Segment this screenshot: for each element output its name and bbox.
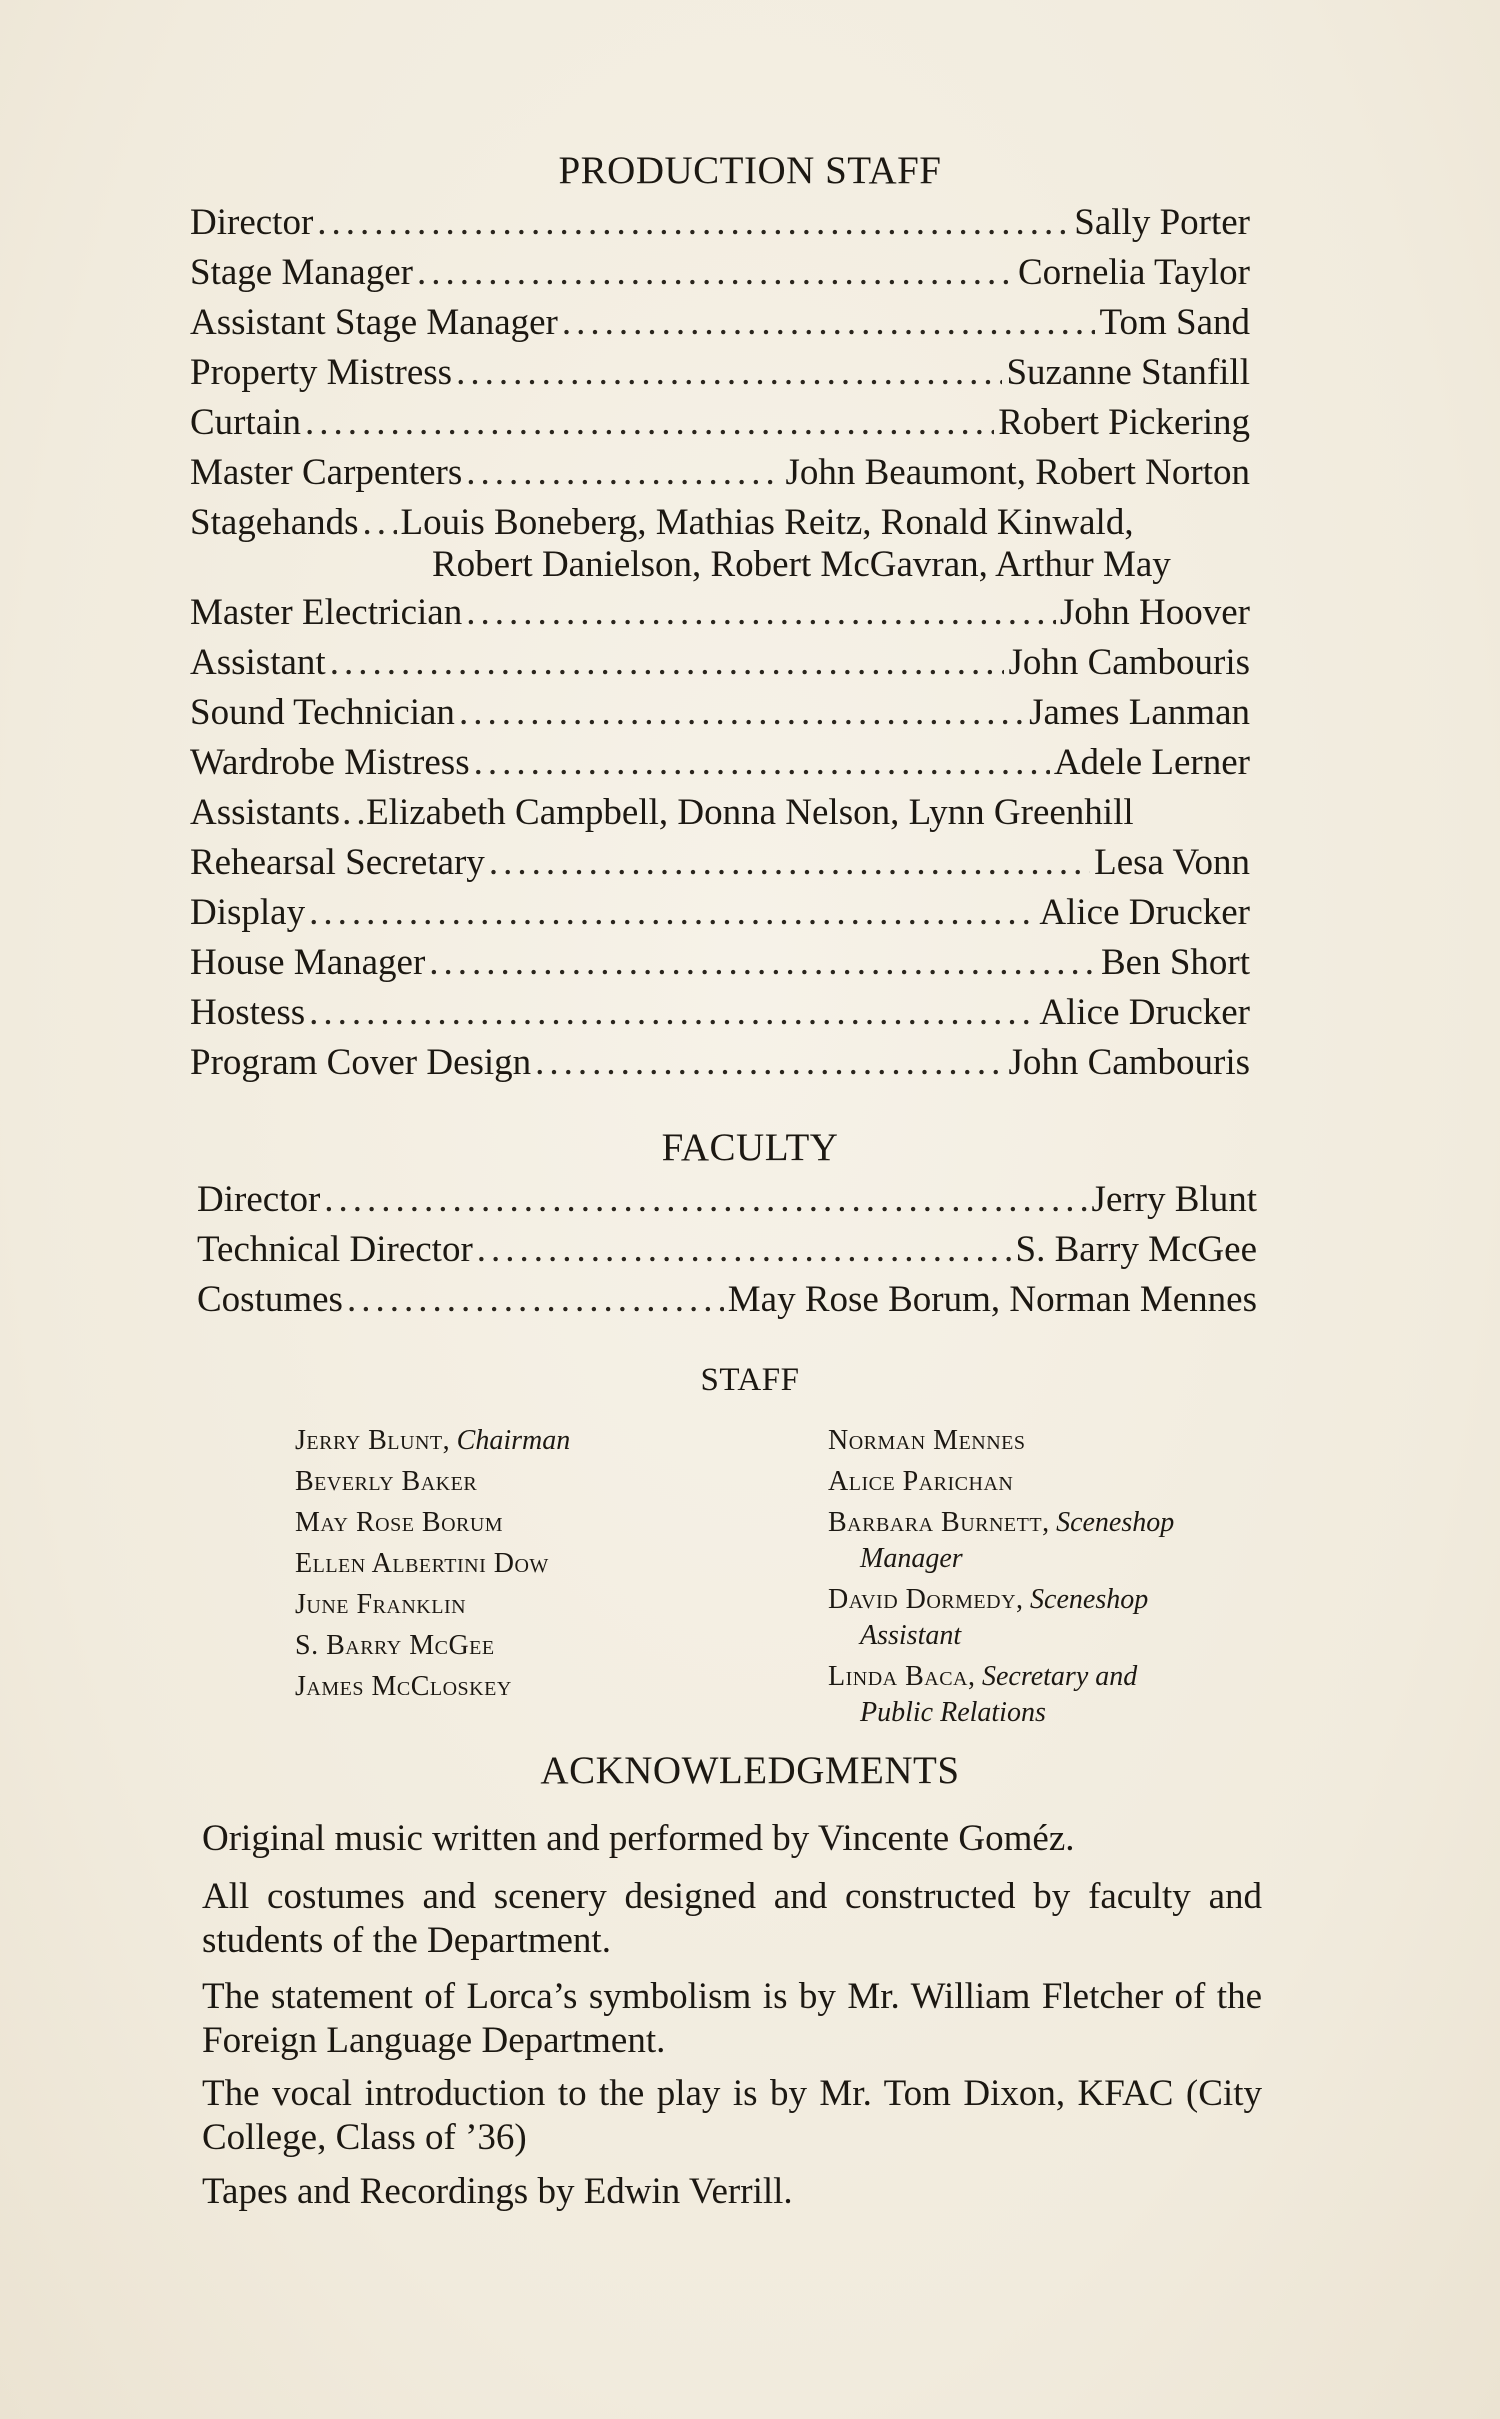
credit-role: Wardrobe Mistress <box>190 742 470 783</box>
credit-role: House Manager <box>190 942 426 983</box>
credit-row-master-electrician <box>190 590 1250 636</box>
leader-dots <box>459 690 1025 736</box>
credit-row-assistant-stage-manager <box>190 300 1250 346</box>
credit-name: Sally Porter <box>1074 202 1250 243</box>
credit-row-program-cover-design <box>190 1040 1250 1086</box>
credit-name: S. Barry McGee <box>1015 1229 1257 1270</box>
faculty-row-director <box>197 1177 1257 1223</box>
credit-row-property-mistress <box>190 350 1250 396</box>
credit-name: Elizabeth Campbell, Donna Nelson, Lynn Greenhill <box>366 792 1134 833</box>
credit-name: Lesa Vonn <box>1094 842 1250 883</box>
leader-dots <box>466 450 781 496</box>
staff-name: Barbara Burnett <box>828 1507 1043 1538</box>
staff-role-cont: Assistant <box>860 1620 962 1651</box>
leader-dots <box>347 1277 724 1323</box>
credit-role: Stage Manager <box>190 252 413 293</box>
leader-dots <box>309 890 1035 936</box>
credit-role: Technical Director <box>197 1229 473 1270</box>
credit-role: Costumes <box>197 1279 343 1320</box>
staff-member: May Rose Borum <box>295 1507 504 1538</box>
leader-dots <box>417 250 1014 296</box>
credit-role: Hostess <box>190 992 306 1033</box>
leader-dots <box>562 300 1096 346</box>
credit-role: Program Cover Design <box>190 1042 532 1083</box>
credit-name: John Cambouris <box>1008 642 1250 683</box>
staff-member: Alice Parichan <box>828 1466 1014 1497</box>
credit-row-director <box>190 200 1250 246</box>
staff-member: David Dormedy, Sceneshop Assistant <box>828 1579 1174 1652</box>
leader-dots <box>330 640 1005 686</box>
credit-name: Ben Short <box>1100 942 1250 983</box>
credit-role: Assistant <box>190 642 326 683</box>
credit-row-stagehands <box>190 500 1250 546</box>
credit-name: Jerry Blunt <box>1091 1179 1257 1220</box>
ack-paragraph: Tapes and Recordings by Edwin Verrill. <box>202 2171 793 2212</box>
faculty-row-costumes <box>197 1277 1257 1323</box>
ack-paragraph: Original music written and performed by Vincente Goméz. <box>202 1818 1075 1859</box>
leader-dots <box>309 990 1035 1036</box>
ack-paragraph: All costumes and scenery designed and constructed by faculty and students of the Department. <box>202 1876 1262 1961</box>
credit-continuation: Robert Danielson, Robert McGavran, Arthur May <box>432 544 1171 585</box>
faculty-row-technical-director <box>197 1227 1257 1273</box>
credit-row-rehearsal-secretary <box>190 840 1250 886</box>
credit-row-stage-manager <box>190 250 1250 296</box>
leader-dots <box>456 350 1002 396</box>
credit-row-assistant <box>190 640 1250 686</box>
credit-role: Display <box>190 892 306 933</box>
staff-role: Sceneshop <box>1056 1507 1175 1538</box>
credit-name: Robert Pickering <box>998 402 1250 443</box>
staff-member: Linda Baca, Secretary and Public Relations <box>828 1656 1174 1729</box>
credit-role: Rehearsal Secretary <box>190 842 485 883</box>
acknowledgments-title: ACKNOWLEDGMENTS <box>540 1749 960 1792</box>
credit-name: Adele Lerner <box>1053 742 1250 783</box>
leader-dots <box>317 200 1070 246</box>
staff-role: Chairman <box>456 1425 571 1456</box>
staff-role-cont: Manager <box>860 1543 963 1574</box>
credit-row-house-manager <box>190 940 1250 986</box>
ack-paragraph: The statement of Lorca’s symbolism is by Mr. William Fletcher of the Foreign Language Department. <box>202 1976 1262 2061</box>
credit-name: May Rose Borum, Norman Mennes <box>727 1279 1257 1320</box>
leader-dots <box>466 590 1056 636</box>
credit-row-curtain <box>190 400 1250 446</box>
staff-name: Linda Baca <box>828 1661 968 1692</box>
staff-name: Jerry Blunt <box>295 1425 443 1456</box>
credit-name: Tom Sand <box>1099 302 1250 343</box>
staff-member: James McCloskey <box>295 1671 512 1702</box>
credit-role: Sound Technician <box>190 692 455 733</box>
staff-role-cont: Public Relations <box>860 1697 1046 1728</box>
credit-role: Assistants <box>190 792 341 833</box>
credit-role: Assistant Stage Manager <box>190 302 558 343</box>
production-staff-title: PRODUCTION STAFF <box>558 149 942 192</box>
staff-member: June Franklin <box>295 1589 467 1620</box>
credit-role: Stagehands <box>190 502 359 543</box>
leader-dots <box>324 1177 1087 1223</box>
leader-dots <box>477 1227 1012 1273</box>
credit-name: John Beaumont, Robert Norton <box>785 452 1250 493</box>
leader-dots <box>342 790 364 836</box>
credit-role: Property Mistress <box>190 352 453 393</box>
credit-role: Director <box>197 1179 321 1220</box>
leader-dots <box>474 740 1050 786</box>
staff-member: Jerry Blunt, Chairman <box>295 1425 571 1456</box>
staff-role: Sceneshop <box>1030 1584 1149 1615</box>
staff-member: Norman Mennes <box>828 1425 1026 1456</box>
staff-title: STAFF <box>700 1362 800 1398</box>
credit-row-sound-technician <box>190 690 1250 736</box>
credit-row-assistants <box>190 790 1250 836</box>
credit-role: Director <box>190 202 314 243</box>
credit-row-wardrobe-mistress <box>190 740 1250 786</box>
staff-role: Secretary and <box>982 1661 1138 1692</box>
staff-member: Barbara Burnett, Sceneshop Manager <box>828 1507 1175 1574</box>
staff-name: David Dormedy <box>828 1584 1017 1615</box>
credit-name: John Hoover <box>1059 592 1250 633</box>
credit-name: Cornelia Taylor <box>1017 252 1250 293</box>
faculty-title: FACULTY <box>661 1126 839 1169</box>
staff-member: Beverly Baker <box>295 1466 478 1497</box>
staff-column-left <box>295 1420 570 1707</box>
credit-name: Alice Drucker <box>1039 892 1250 933</box>
credit-row-display <box>190 890 1250 936</box>
credit-name: Alice Drucker <box>1039 992 1250 1033</box>
credit-name: Suzanne Stanfill <box>1006 352 1250 393</box>
leader-dots <box>305 400 994 446</box>
ack-paragraph: The vocal introduction to the play is by Mr. Tom Dixon, KFAC (City College, Class of ’36) <box>202 2073 1262 2158</box>
staff-column-right <box>828 1420 1174 1729</box>
credit-name: Louis Boneberg, Mathias Reitz, Ronald Kinwald, <box>400 502 1134 543</box>
staff-member: Ellen Albertini Dow <box>295 1548 549 1579</box>
credit-role: Master Carpenters <box>190 452 463 493</box>
credit-name: John Cambouris <box>1008 1042 1250 1083</box>
credit-row-master-carpenters <box>190 450 1250 496</box>
leader-dots <box>489 840 1090 886</box>
credit-row-hostess <box>190 990 1250 1036</box>
credit-role: Curtain <box>190 402 301 443</box>
staff-member: S. Barry McGee <box>295 1630 495 1661</box>
leader-dots <box>535 1040 1004 1086</box>
leader-dots <box>429 940 1097 986</box>
leader-dots <box>363 500 397 546</box>
credit-name: James Lanman <box>1029 692 1250 733</box>
credit-role: Master Electrician <box>190 592 463 633</box>
